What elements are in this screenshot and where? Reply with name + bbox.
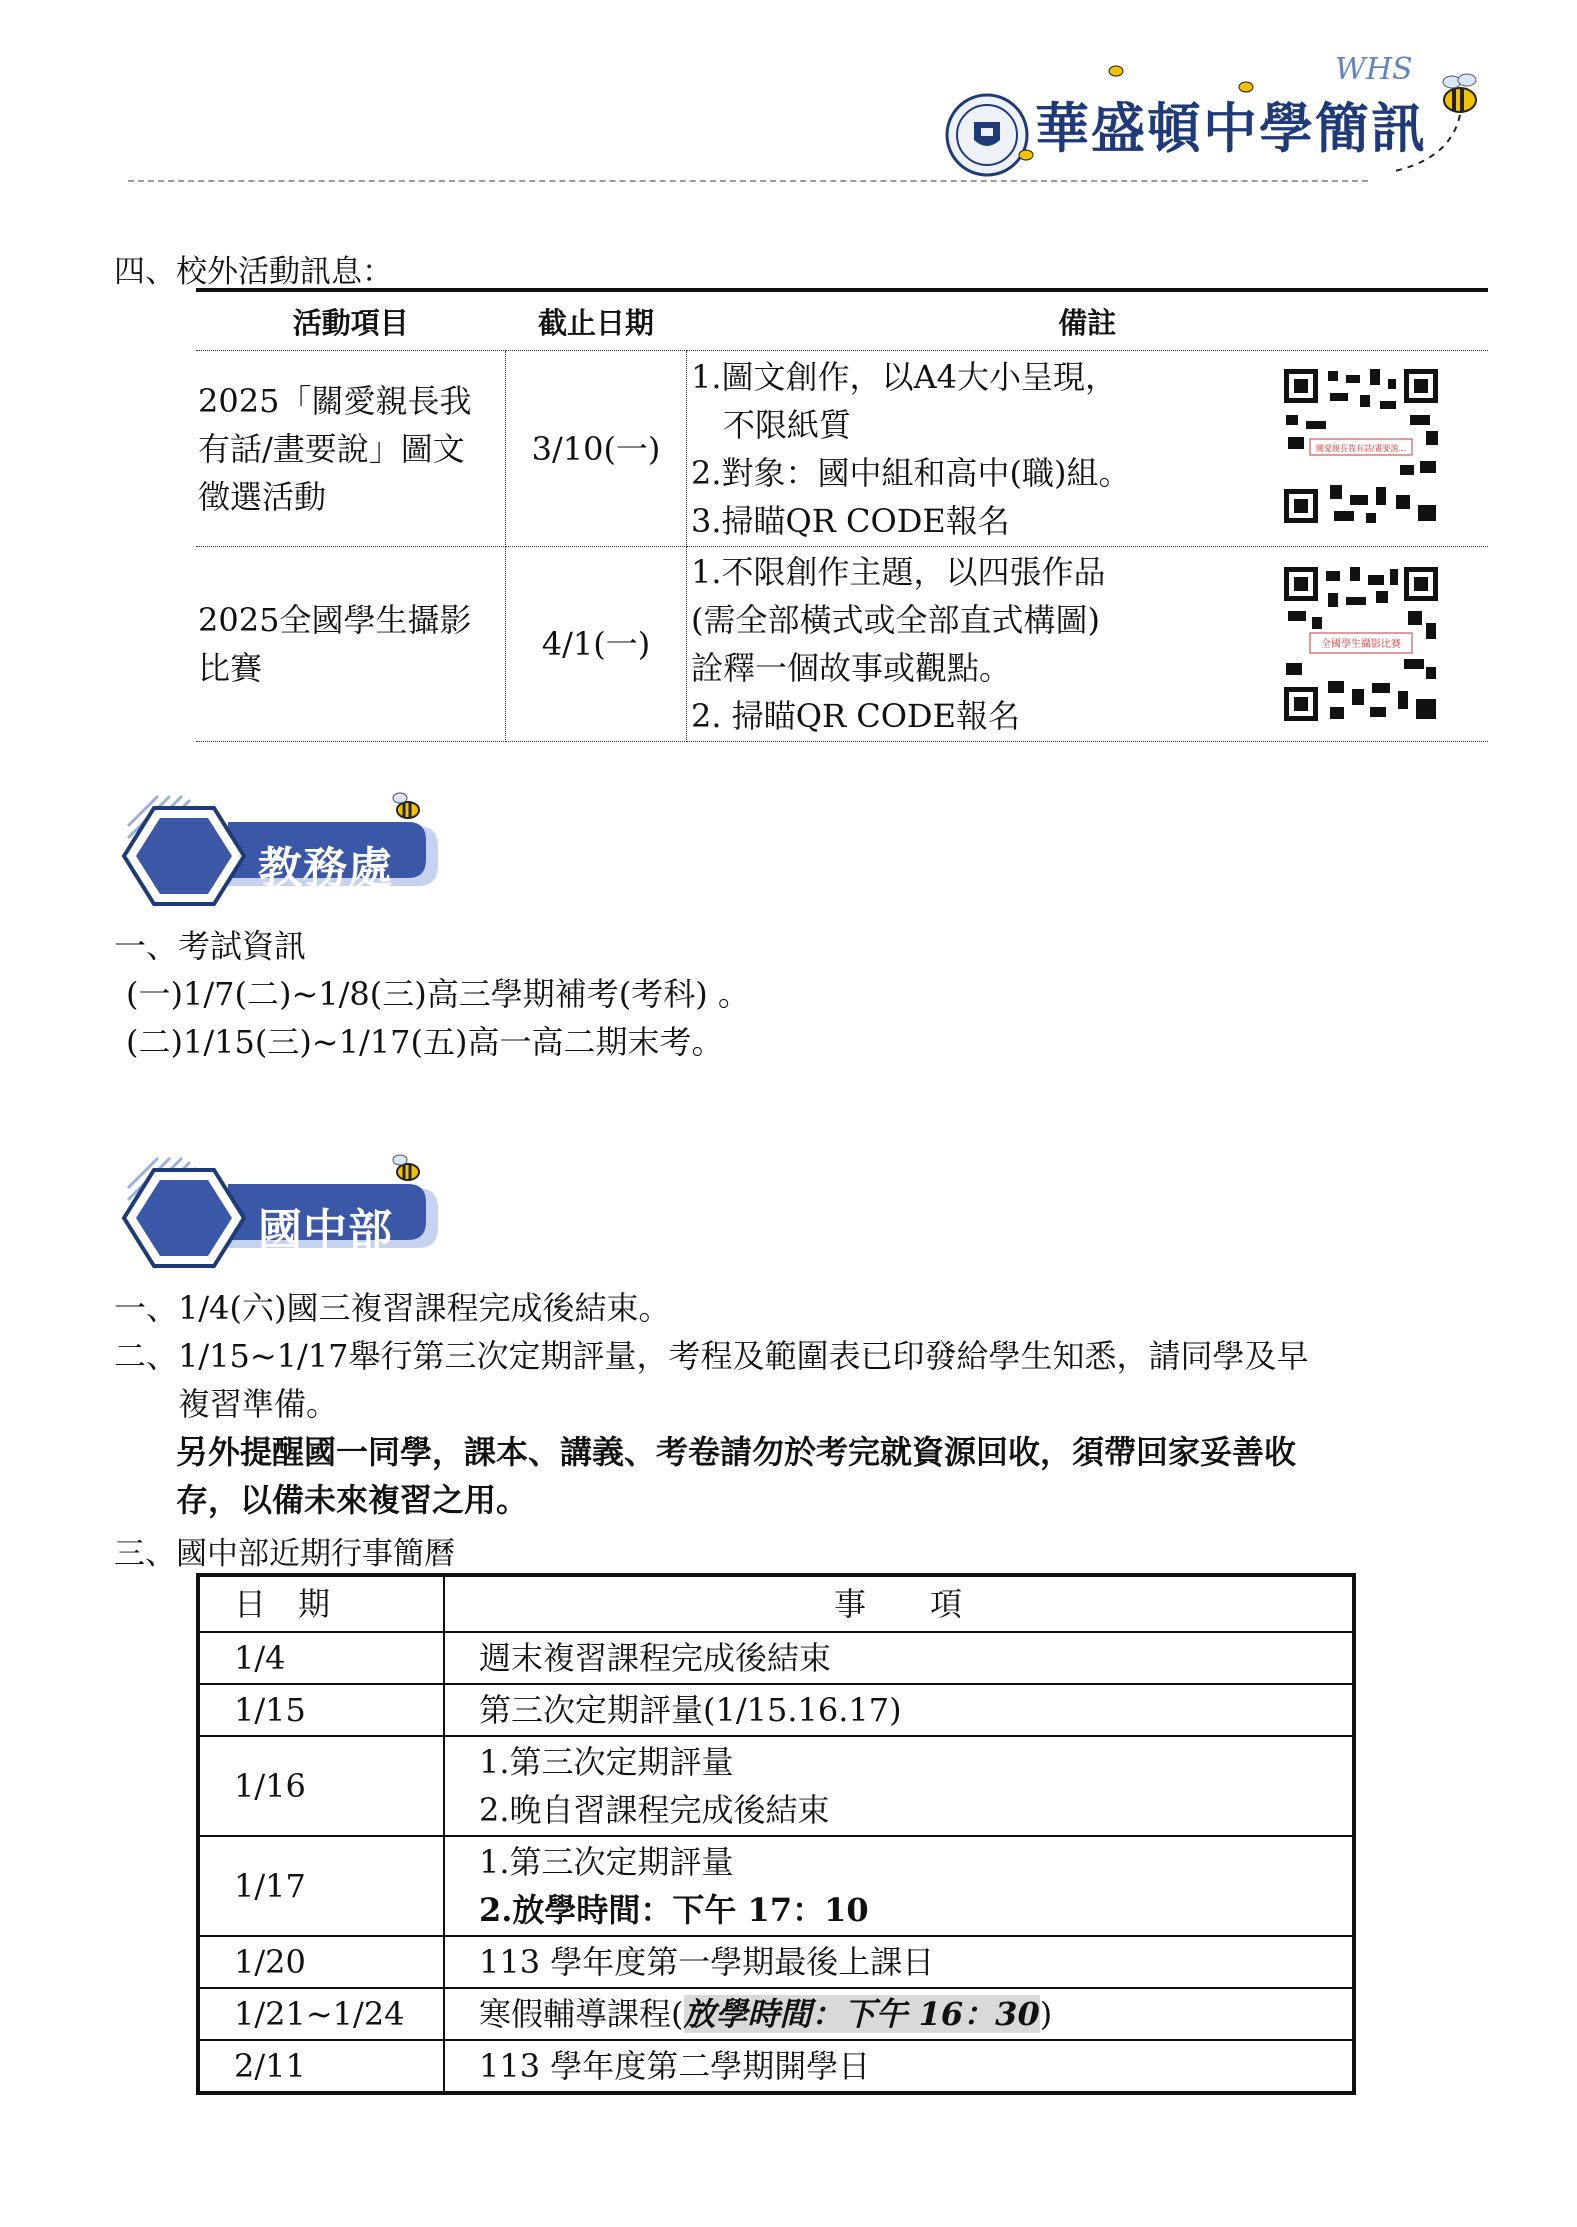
table-row <box>198 1936 1354 1988</box>
reminder-line: 存，以備未來複習之用。 <box>176 1481 529 1519</box>
calendar-heading: 三、國中部近期行事簡曆 <box>114 1536 455 1572</box>
column-header: 日 期 <box>198 1575 444 1632</box>
date-cell: 2/11 <box>198 2040 444 2093</box>
activity-name: 2025全國學生攝影 比賽 <box>196 547 506 742</box>
junior-item: 二、1/15~1/17舉行第三次定期評量，考程及範圍表已印發給學生知悉，請同學及早 <box>114 1337 1309 1375</box>
junior-item: 一、1/4(六)國三複習課程完成後結束。 <box>114 1289 671 1327</box>
event-cell: 週末複習課程完成後結束 <box>444 1632 1354 1684</box>
flight-path-decoration <box>1380 110 1470 180</box>
small-bee-icon <box>1106 60 1126 80</box>
column-header: 截止日期 <box>506 290 687 351</box>
whs-mark: WHS <box>1335 52 1413 87</box>
calendar-table <box>196 1573 1356 2095</box>
exam-line: (一)1/7(二)~1/8(三)高三學期補考(考科) 。 <box>126 975 750 1013</box>
section-heading: 四、校外活動訊息： <box>114 254 393 290</box>
date-cell: 1/21~1/24 <box>198 1988 444 2040</box>
section-banner-label: 教務處 <box>258 843 393 894</box>
notes: 1.不限創作主題，以四張作品 (需全部橫式或全部直式構圖) 詮釋一個故事或觀點。 2. 掃瞄QR CODE報名 全國學生攝影比賽 <box>687 547 1489 742</box>
small-bee-icon <box>1236 76 1256 96</box>
section-banner-label: 國中部 <box>258 1205 393 1256</box>
small-bee-icon <box>1016 144 1036 164</box>
column-header: 備註 <box>687 290 1489 351</box>
date-cell: 1/17 <box>198 1836 444 1936</box>
exam-heading: 一、考試資訊 <box>114 927 307 965</box>
table-row <box>198 1736 1354 1836</box>
table-row <box>198 2040 1354 2093</box>
table-row <box>198 1632 1354 1684</box>
exam-line: (二)1/15(三)~1/17(五)高一高二期末考。 <box>126 1023 724 1061</box>
activity-table <box>196 288 1488 742</box>
event-cell: 113 學年度第一學期最後上課日 <box>444 1936 1354 1988</box>
column-header: 活動項目 <box>196 290 506 351</box>
table-row <box>198 1988 1354 2040</box>
date-cell: 1/20 <box>198 1936 444 1988</box>
junior-item: 複習準備。 <box>114 1385 339 1423</box>
event-cell: 1.第三次定期評量 2.晚自習課程完成後結束 <box>444 1736 1354 1836</box>
event-cell: 1.第三次定期評量 2.放學時間：下午 17：10 <box>444 1836 1354 1936</box>
deadline: 3/10(一) <box>506 351 687 547</box>
event-cell: 寒假輔導課程(放學時間：下午 16：30) <box>444 1988 1354 2040</box>
qr-caption: 全國學生攝影比賽 <box>1321 639 1401 650</box>
date-cell: 1/15 <box>198 1684 444 1736</box>
table-row <box>198 1684 1354 1736</box>
qr-caption: 關愛親長我有話/畫要說... <box>1315 444 1407 453</box>
date-cell: 1/4 <box>198 1632 444 1684</box>
qr-code-icon[interactable] <box>1280 365 1442 527</box>
column-header: 事 項 <box>444 1575 1354 1632</box>
event-cell: 第三次定期評量(1/15.16.17) <box>444 1684 1354 1736</box>
table-row <box>198 1836 1354 1936</box>
school-crest-icon <box>944 92 1030 178</box>
qr-code-icon[interactable] <box>1280 563 1442 725</box>
table-row <box>196 351 1488 547</box>
deadline: 4/1(一) <box>506 547 687 742</box>
header-divider <box>128 180 1368 182</box>
newsletter-title: 華盛頓中學簡訊 <box>1035 97 1427 160</box>
event-cell: 113 學年度第二學期開學日 <box>444 2040 1354 2093</box>
reminder-line: 另外提醒國一同學，課本、講義、考卷請勿於考完就資源回收，須帶回家妥善收 <box>176 1433 1297 1471</box>
table-row <box>196 547 1488 742</box>
date-cell: 1/16 <box>198 1736 444 1836</box>
activity-name: 2025「關愛親長我 有話/畫要說」圖文 徵選活動 <box>196 351 506 547</box>
dismissal-time-highlight: 放學時間：下午 16：30 <box>683 1995 1040 2033</box>
notes: 1.圖文創作，以A4大小呈現， 不限紙質 2.對象：國中組和高中(職)組。 3.掃瞄QR CODE報名 關愛親長我有話/畫要說... <box>687 351 1489 547</box>
